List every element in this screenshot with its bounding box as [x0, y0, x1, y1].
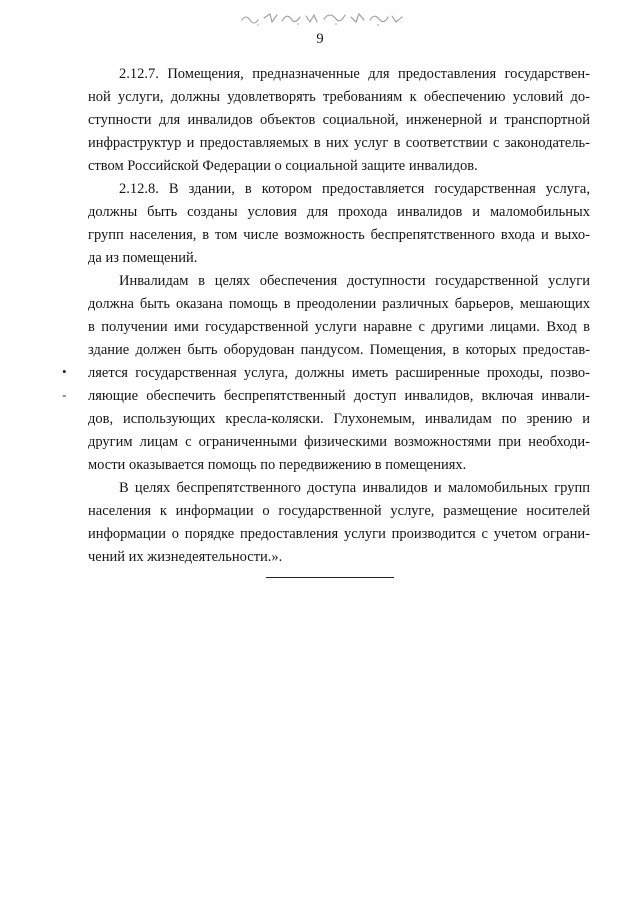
margin-dot-mark: • [62, 364, 67, 379]
paragraph-line: ляющие обеспечить беспрепятственный доступ инвалидов, включая инвали- [88, 388, 590, 404]
paragraph-line: в получении ими государственной услуги наравне с другими лицами. Вход в [88, 319, 590, 335]
page-number: 9 [316, 31, 324, 47]
paragraph-line: инфраструктур и предоставляемых в них услуг в соответствии с законодатель- [88, 135, 590, 151]
faint-stamp-mark [238, 6, 408, 28]
paragraph-line: ступности для инвалидов объектов социальной, инженерной и транспортной [88, 112, 590, 128]
paragraph-line: должны быть созданы условия для прохода инвалидов и маломобильных [88, 204, 590, 220]
paragraph-line: должна быть оказана помощь в преодолении различных барьеров, мешающих [88, 296, 590, 312]
paragraph-line: Инвалидам в целях обеспечения доступности государственной услуги [119, 273, 590, 289]
margin-dash-mark: - [62, 387, 67, 402]
paragraph-line: мости оказывается помощь по передвижению в помещениях. [88, 457, 467, 473]
paragraph-line: другим лицам с ограниченными физическими возможностями при необходи- [88, 434, 590, 450]
paragraph-line: 2.12.7. Помещения, предназначенные для предоставления государствен- [119, 66, 590, 82]
closing-rule [266, 577, 394, 578]
paragraph-line: чений их жизнедеятельности.». [88, 549, 283, 565]
paragraph-line: ством Российской Федерации о социальной защите инвалидов. [88, 158, 478, 174]
paragraph-line: дов, использующих кресла-коляски. Глухонемым, инвалидам по зрению и [88, 411, 590, 427]
paragraph-line: да из помещений. [88, 250, 198, 266]
paragraph-line: населения к информации о государственной услуге, размещение носителей [88, 503, 590, 519]
paragraph-line: информации о порядке предоставления услуги производится с учетом ограни- [88, 526, 590, 542]
paragraph-line: ляется государственная услуга, должны иметь расширенные проходы, позво- [88, 365, 590, 381]
paragraph-line: здание должен быть оборудован пандусом. Помещения, в которых предостав- [88, 342, 590, 358]
paragraph-line: ной услуги, должны удовлетворять требованиям к обеспечению условий до- [88, 89, 590, 105]
paragraph-line: 2.12.8. В здании, в котором предоставляется государственная услуга, [119, 181, 590, 197]
paragraph-line: В целях беспрепятственного доступа инвалидов и маломобильных групп [119, 480, 590, 496]
paragraph-line: групп населения, в том числе возможность беспрепятственного входа и выхо- [88, 227, 590, 243]
